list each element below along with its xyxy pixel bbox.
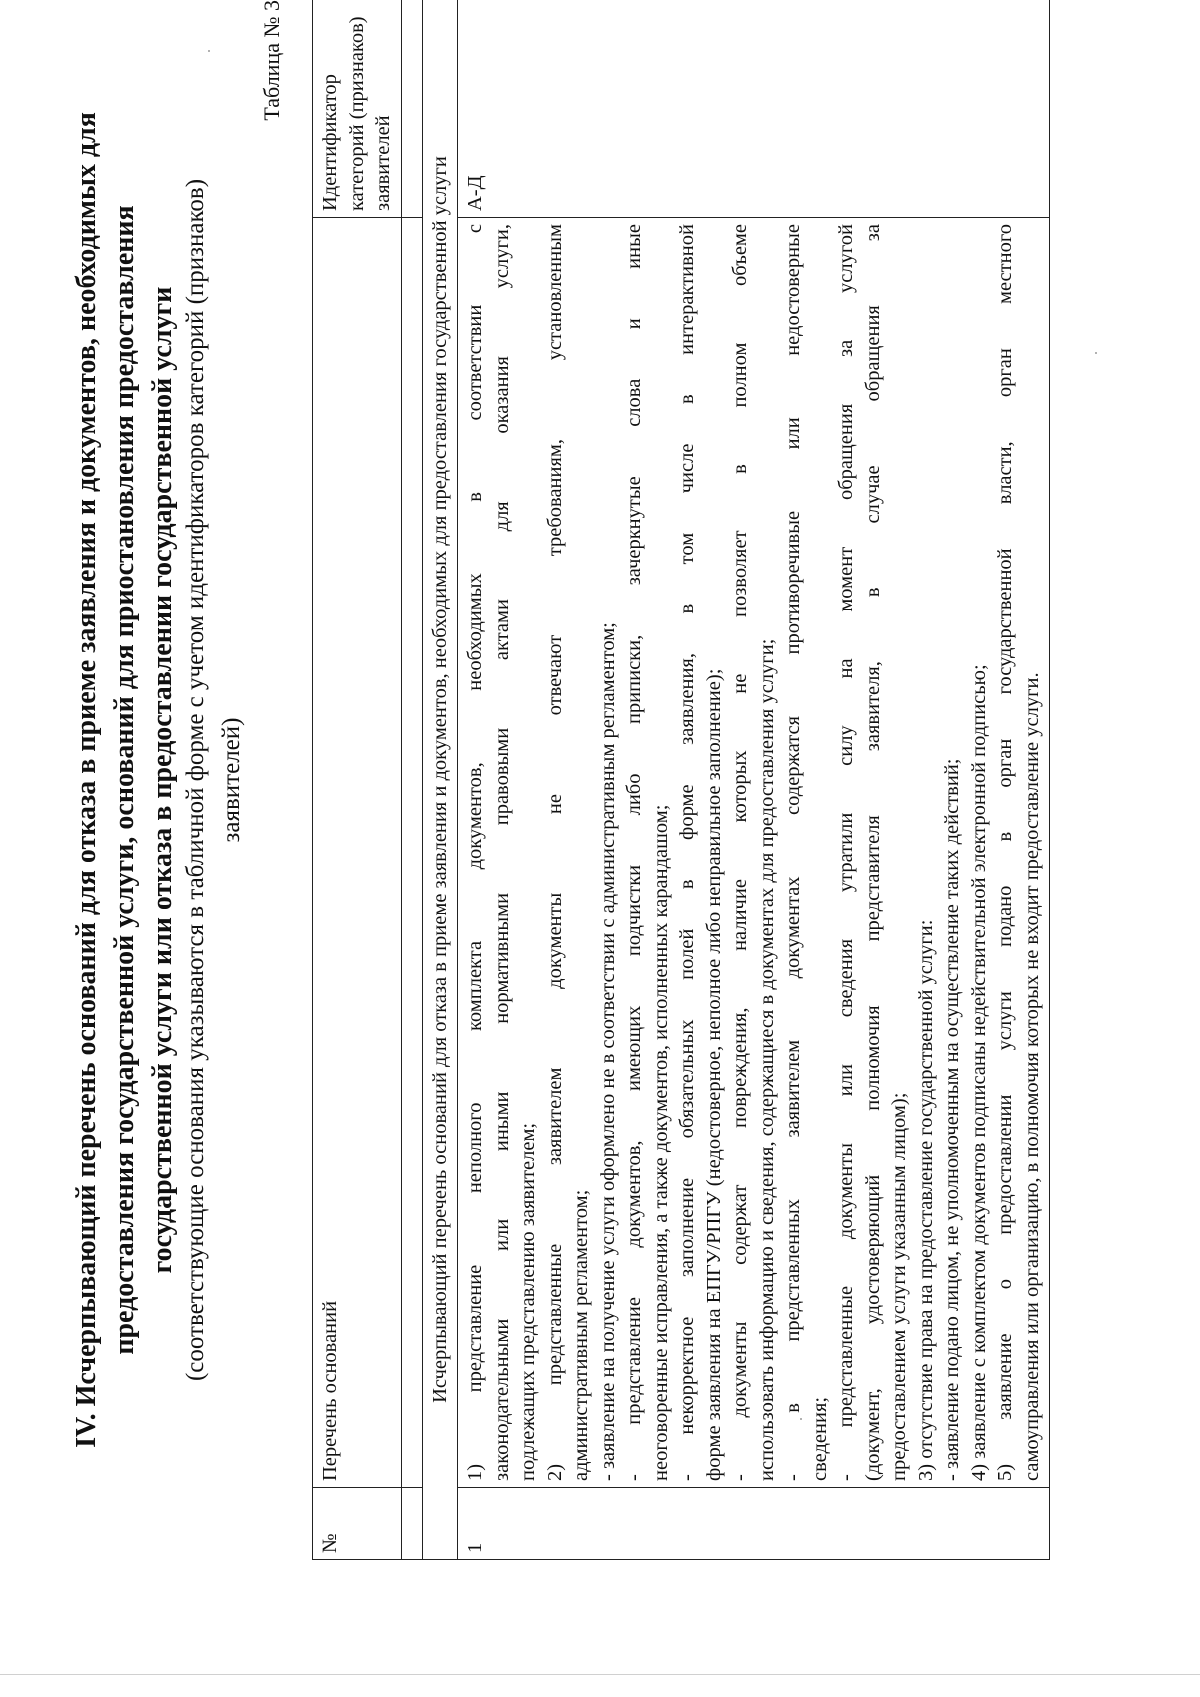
reason-line: - документы содержат повреждения, наличие которых не позволяет в полном объеме [729, 224, 751, 1481]
reason-line: (документ, удостоверяющий полномочия представителя заявителя, в случае обращения за [861, 224, 884, 1481]
scan-edge-line [0, 1674, 1200, 1675]
reason-line: - заявление на получение услуги оформлено не в соответствии с административным регламентом; [596, 622, 619, 1481]
subheading-line: заявителей) [218, 717, 245, 843]
grounds-table [312, 0, 1050, 1560]
reason-line: форме заявления на ЕПГУ/РПГУ (недостоверное, неполное либо неправильное заполнение); [702, 668, 725, 1481]
reason-line: 4) заявление с комплектом документов подписаны недействительной электронной подписью; [967, 664, 990, 1481]
reason-line: подлежащих представлению заявителем; [517, 1122, 539, 1481]
page-heading [68, 20, 182, 1540]
section-title: Исчерпывающий перечень оснований для отказа в приеме заявления и документов, необходимых для предоставления государственной услуги [422, 0, 458, 1560]
row-reasons [458, 218, 1050, 1488]
reason-line: законодательными или иными нормативными правовыми актами для оказания услуги, [490, 224, 513, 1481]
table-caption: Таблица № 3 [259, 0, 284, 121]
reason-line: - заявление подано лицом, не уполномоченным на осуществление таких действий; [941, 758, 963, 1481]
reason-line: 5) заявление о предоставлении услуги подано в орган государственной власти, орган местного [994, 224, 1016, 1481]
reason-line: - представленные документы или сведения утратили силу на момент обращения за услугой [835, 224, 857, 1481]
header-reasons: Перечень оснований [313, 218, 402, 1488]
reason-line: административным регламентом; [570, 1189, 592, 1481]
row-identifier: А-Д [458, 0, 1050, 218]
reason-line: - представление документов, имеющих подчистки либо приписки, зачеркнутые слова и иные [623, 224, 645, 1481]
header-identifier: Идентификатор категорий (признаков) заявителей [313, 0, 402, 218]
row-number: 1 [458, 1488, 1050, 1560]
reason-line: - в представленных заявителем документах содержатся противоречивые или недостоверные [782, 224, 804, 1481]
reason-line: сведения; [808, 1396, 831, 1481]
heading-line: государственной услуги или отказа в предоставлении государственной услуги [147, 286, 178, 1274]
table-header-row [313, 0, 402, 1560]
rotated-page-content [50, 0, 1200, 1580]
reason-line: неоговоренные исправления, а также документов, исполненных карандашом; [649, 804, 672, 1481]
header-number: № [313, 1488, 402, 1560]
heading-line: IV. Исчерпывающий перечень оснований для отказа в приеме заявления и документов, необходимых для [71, 112, 102, 1448]
page-subheading [178, 20, 250, 1540]
spacer-cell [401, 0, 422, 218]
reason-line: - некорректное заполнение обязательных полей в форме заявления, в том числе в интерактивной [676, 224, 698, 1481]
reason-line: использовать информацию и сведения, содержащиеся в документах для предоставления услуги; [755, 638, 778, 1481]
table-spacer-row [401, 0, 422, 1560]
reason-line: предоставлением услуги указанным лицом); [888, 1092, 910, 1481]
table-row [458, 0, 1050, 1560]
reason-line: 1) представление неполного комплекта документов, необходимых в соответствии с [464, 224, 486, 1481]
spacer-cell [401, 1488, 422, 1560]
reason-line: 3) отсутствие права на предоставление государственной услуги: [914, 919, 937, 1481]
subheading-line: (соответствующие основания указываются в табличной форме с учетом идентификаторов категорий (признаков) [182, 178, 209, 1382]
reason-line: 2) представленные заявителем документы не отвечают требованиям, установленным [543, 224, 566, 1481]
spacer-cell [401, 218, 422, 1488]
reason-line: самоуправления или организацию, в полномочия которых не входит предоставление услуги. [1020, 672, 1043, 1481]
heading-line: предоставления государственной услуги, оснований для приостановления предоставления [109, 205, 140, 1355]
table-section-row [422, 0, 458, 1560]
